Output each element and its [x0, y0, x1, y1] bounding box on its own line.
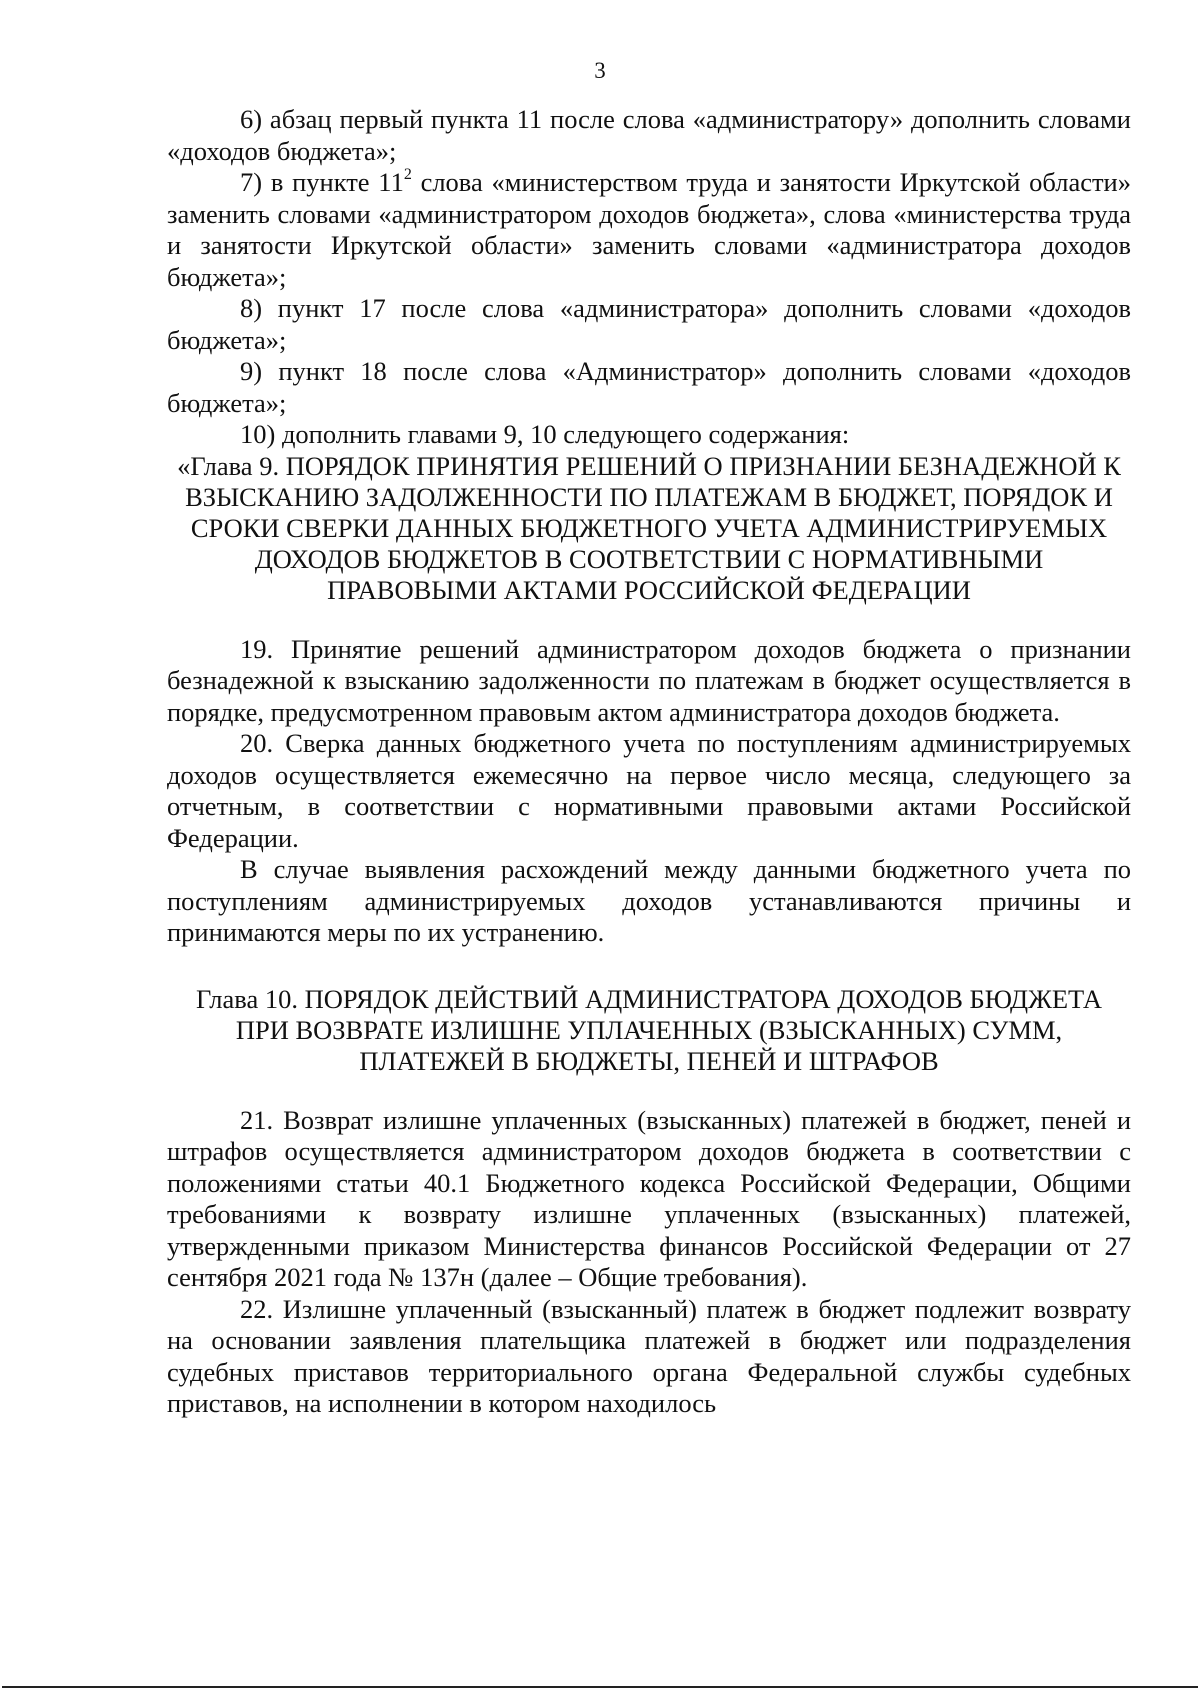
item-6: 6) абзац первый пункта 11 после слова «администратору» дополнить словами «доходов бюджета»; [167, 104, 1131, 166]
paragraph-20-continued: В случае выявления расхождений между данными бюджетного учета по поступлениям администрируемых доходов устанавливаются причины и принимаются меры по их устранению. [167, 854, 1131, 947]
item-7-superscript: 2 [403, 166, 412, 183]
spacer [167, 1077, 1131, 1105]
item-9: 9) пункт 18 после слова «Администратор» дополнить словами «доходов бюджета»; [167, 356, 1131, 418]
paragraph-22: 22. Излишне уплаченный (взысканный) платеж в бюджет подлежит возврату на основании заявления плательщика платежей в бюджет или подразделения судебных приставов территориального органа Федеральной службы судебных приставов, на исполнении в котором находилось [167, 1293, 1131, 1418]
scan-edge-line [2, 1686, 1198, 1688]
page-number: 3 [594, 58, 606, 83]
paragraph-19: 19. Принятие решений администратором доходов бюджета о признании безнадежной к взысканию задолженности по платежам в бюджет осуществляется в порядке, предусмотренном правовым актом администратора доходов бюджета. [167, 633, 1131, 727]
chapter-10-heading: Глава 10. ПОРЯДОК ДЕЙСТВИЙ АДМИНИСТРАТОРА ДОХОДОВ БЮДЖЕТА ПРИ ВОЗВРАТЕ ИЗЛИШНЕ УПЛАЧЕННЫХ (ВЗЫСКАННЫХ) СУММ, ПЛАТЕЖЕЙ В БЮДЖЕТЫ, ПЕНЕЙ И ШТРАФОВ [195, 983, 1103, 1076]
spacer [167, 949, 1131, 984]
item-8: 8) пункт 17 после слова «администратора» дополнить словами «доходов бюджета»; [167, 293, 1131, 355]
paragraph-21: 21. Возврат излишне уплаченных (взысканных) платежей в бюджет, пеней и штрафов осуществляется администратором доходов бюджета в соответствии с положениями статьи 40.1 Бюджетного кодекса Российской Федерации, Общими требованиями к возврату излишне уплаченных (взысканных) платежей, утвержденными приказом Министерства финансов Российской Федерации от 27 сентября 2021 года № 137н (далее – Общие требования). [167, 1104, 1131, 1292]
item-7-text-end: слова «министерством труда и занятости Иркутской области» заменить словами «администратором доходов бюджета», слова «министерства труда и занятости Иркутской области» заменить словами «администратора доходов бюджета»; [167, 167, 1131, 292]
paragraph-20: 20. Сверка данных бюджетного учета по поступлениям администрируемых доходов осуществляется ежемесячно на первое число месяца, следующего за отчетным, в соответствии с нормативными правовыми актами Российской Федерации. [167, 728, 1131, 853]
item-7-text-start: 7) в пункте 11 [240, 167, 404, 197]
document-body [167, 104, 1131, 1420]
item-10: 10) дополнить главами 9, 10 следующего содержания: [240, 419, 850, 449]
chapter-9-heading: «Глава 9. ПОРЯДОК ПРИНЯТИЯ РЕШЕНИЙ О ПРИЗНАНИИ БЕЗНАДЕЖНОЙ К ВЗЫСКАНИЮ ЗАДОЛЖЕННОСТИ ПО ПЛАТЕЖАМ В БЮДЖЕТ, ПОРЯДОК И СРОКИ СВЕРКИ ДАННЫХ БЮДЖЕТНОГО УЧЕТА АДМИНИСТРИРУЕМЫХ ДОХОДОВ БЮДЖЕТОВ В СООТВЕТСТВИИ С НОРМАТИВНЫМИ ПРАВОВЫМИ АКТАМИ РОССИЙСКОЙ ФЕДЕРАЦИИ [177, 450, 1121, 605]
item-7 [167, 167, 1131, 293]
spacer [167, 606, 1131, 634]
